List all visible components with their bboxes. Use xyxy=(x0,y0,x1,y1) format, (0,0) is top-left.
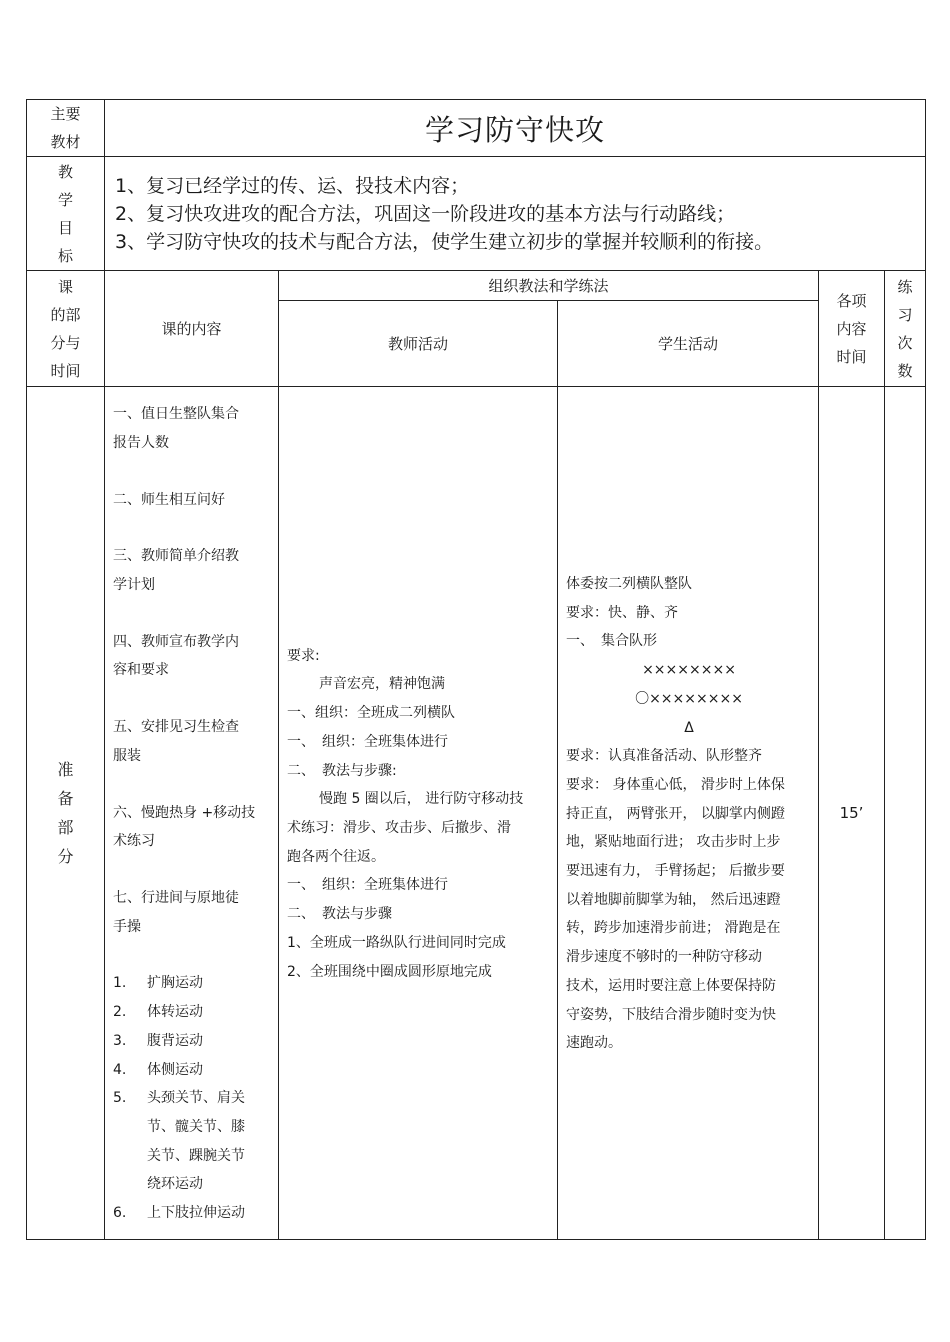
student-line: 速跑动。 xyxy=(566,1035,622,1052)
content-line: 三、教师简单介绍教 xyxy=(113,548,239,565)
teacher-line: 慢跑 5 圈以后， 进行防守移动技 xyxy=(319,791,524,808)
teacher-line: 声音宏亮，精神饱满 xyxy=(319,676,445,693)
exercise-item: 5. 头颈关节、肩关 xyxy=(113,1090,245,1107)
section-reps xyxy=(885,387,926,1240)
content-line: 二、师生相互问好 xyxy=(113,491,225,508)
teacher-line: 一、组织：全班成二列横队 xyxy=(287,705,455,722)
objectives-row xyxy=(27,157,926,271)
content-line: 服装 xyxy=(113,747,141,764)
teacher-line: 二、 教法与步骤: xyxy=(287,762,397,779)
content-line: 六、慢跑热身 +移动技 xyxy=(113,804,256,821)
title-row xyxy=(27,100,926,157)
lesson-title: 学习防守快攻 xyxy=(105,100,926,157)
main-material-label: 主要 教材 xyxy=(27,100,105,157)
teacher-line: 术练习：滑步、攻击步、后撤步、滑 xyxy=(287,820,511,836)
exercise-item: 6. 上下肢拉伸运动 xyxy=(113,1205,245,1222)
objectives-cell xyxy=(105,157,926,271)
student-line: 技术，运用时要注意上体要保持防 xyxy=(566,977,776,994)
student-line: 滑步速度不够时的一种防守移动 xyxy=(566,949,762,966)
content-line: 学计划 xyxy=(113,577,155,594)
header-row-1 xyxy=(27,271,926,301)
student-line: 守姿势，下肢结合滑步随时变为快 xyxy=(566,1006,776,1023)
formation-row: ×××××××× xyxy=(642,662,736,679)
student-activity-cell xyxy=(558,387,819,1240)
teacher-line: 1、全班成一路纵队行进间同时完成 xyxy=(287,934,506,951)
content-line: 七、行进间与原地徒 xyxy=(113,890,239,906)
prep-section-row xyxy=(27,387,926,1240)
objectives-label: 教 学 目 标 xyxy=(27,157,105,271)
student-line: 体委按二列横队整队 xyxy=(566,576,692,593)
teacher-line: 2、全班围绕中圈成圆形原地完成 xyxy=(287,963,492,980)
exercise-item: 关节、踝腕关节 xyxy=(147,1147,245,1164)
student-line: 要求：认真准备活动、队形整齐 xyxy=(566,748,762,765)
student-line: 一、 集合队形 xyxy=(566,633,657,650)
exercise-item: 节、髋关节、膝 xyxy=(147,1118,245,1135)
teacher-activity-cell xyxy=(279,387,558,1240)
formation-row: 〇×××××××× xyxy=(635,690,743,707)
student-line: 持正直， 两臂张开， 以脚掌内侧蹬 xyxy=(566,805,785,822)
student-line: 转，跨步加速滑步前进； 滑跑是在 xyxy=(566,920,781,937)
formation-teacher-mark: Δ xyxy=(684,719,694,736)
teacher-line: 跑各两个往返。 xyxy=(287,848,385,865)
student-line: 地，紧贴地面行进； 攻击步时上步 xyxy=(566,834,781,851)
col-part-time: 课 的部 分与 时间 xyxy=(27,271,105,387)
student-line: 要求： 身体重心低， 滑步时上体保 xyxy=(566,776,785,793)
section-name: 准 备 部 分 xyxy=(27,387,105,1240)
objective-item: 1、复习已经学过的传、运、投技术内容； xyxy=(115,174,470,197)
content-line: 五、安排见习生检查 xyxy=(113,719,239,736)
content-cell xyxy=(105,387,279,1240)
student-line: 以着地脚前脚掌为轴， 然后迅速蹬 xyxy=(566,891,781,908)
content-line: 一、值日生整队集合 xyxy=(113,406,239,423)
section-time: 15’ xyxy=(819,387,885,1240)
content-line: 术练习 xyxy=(113,833,155,850)
content-line: 容和要求 xyxy=(113,662,169,679)
content-line: 手操 xyxy=(113,918,141,935)
teacher-line: 要求: xyxy=(287,647,320,664)
col-student: 学生活动 xyxy=(558,301,819,387)
content-line: 四、教师宣布教学内 xyxy=(113,633,239,650)
exercise-item: 3. 腹背运动 xyxy=(113,1032,203,1049)
teacher-line: 二、 教法与步骤 xyxy=(287,906,392,923)
exercise-item: 4. 体侧运动 xyxy=(113,1061,203,1078)
student-line: 要迅速有力， 手臂扬起； 后撤步要 xyxy=(566,863,785,880)
col-reps: 练 习 次 数 xyxy=(885,271,926,387)
objective-item: 3、学习防守快攻的技术与配合方法，使学生建立初步的掌握并较顺利的衔接。 xyxy=(115,230,774,253)
col-teacher: 教师活动 xyxy=(279,301,558,387)
col-organization: 组织教法和学练法 xyxy=(279,271,819,301)
exercise-item: 2. 体转运动 xyxy=(113,1004,203,1021)
teacher-line: 一、 组织：全班集体进行 xyxy=(287,733,448,750)
exercise-item: 绕环运动 xyxy=(147,1176,203,1193)
teacher-line: 一、 组织：全班集体进行 xyxy=(287,877,448,894)
student-line: 要求：快、静、齐 xyxy=(566,604,678,621)
content-line: 报告人数 xyxy=(113,434,169,451)
lesson-plan-table xyxy=(26,99,926,1240)
objective-item: 2、复习快攻进攻的配合方法，巩固这一阶段进攻的基本方法与行动路线； xyxy=(115,202,736,225)
exercise-item: 1. 扩胸运动 xyxy=(113,975,203,992)
col-time: 各项 内容 时间 xyxy=(819,271,885,387)
col-content: 课的内容 xyxy=(105,271,279,387)
